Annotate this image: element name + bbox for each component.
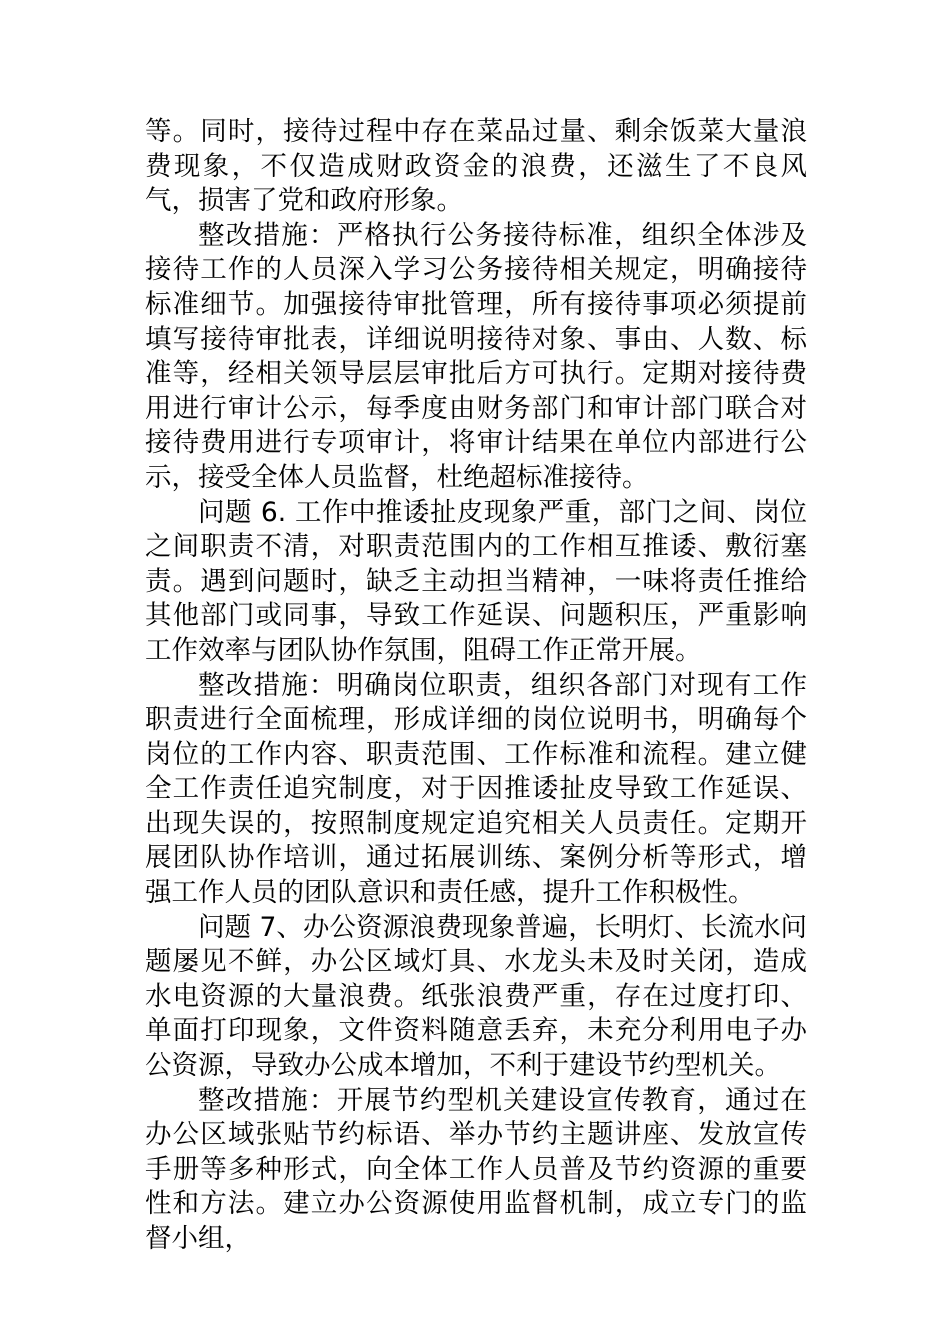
paragraph-rectification-measures-resources: 整改措施：开展节约型机关建设宣传教育，通过在办公区域张贴节约标语、举办节约主题讲座、发放宣传手册等多种形式，向全体工作人员普及节约资源的重要性和方法。建立办公资源使用监督机制，成立专门的监督小组， [145, 1084, 807, 1254]
paragraph-problem-7: 问题 7、办公资源浪费现象普遍，长明灯、长流水问题屡见不鲜，办公区域灯具、水龙头未及时关闭，造成水电资源的大量浪费。纸张浪费严重，存在过度打印、单面打印现象，文件资料随意丢弃，未充分利用电子办公资源，导致办公成本增加，不利于建设节约型机关。 [145, 911, 807, 1082]
document-page [145, 115, 807, 1257]
paragraph-continuation: 等。同时，接待过程中存在菜品过量、剩余饭菜大量浪费现象，不仅造成财政资金的浪费，还滋生了不良风气，损害了党和政府形象。 [145, 116, 807, 217]
paragraph-rectification-measures-responsibility: 整改措施：明确岗位职责，组织各部门对现有工作职责进行全面梳理，形成详细的岗位说明书，明确每个岗位的工作内容、职责范围、工作标准和流程。建立健全工作责任追究制度，对于因推诿扯皮导致工作延误、出现失误的，按照制度规定追究相关人员责任。定期开展团队协作培训，通过拓展训练、案例分析等形式，增强工作人员的团队意识和责任感，提升工作积极性。 [145, 669, 807, 909]
paragraph-rectification-measures-reception: 整改措施：严格执行公务接待标准，组织全体涉及接待工作的人员深入学习公务接待相关规定，明确接待标准细节。加强接待审批管理，所有接待事项必须提前填写接待审批表，详细说明接待对象、事由、人数、标准等，经相关领导层层审批后方可执行。定期对接待费用进行审计公示，每季度由财务部门和审计部门联合对接待费用进行专项审计，将审计结果在单位内部进行公示，接受全体人员监督，杜绝超标准接待。 [145, 219, 807, 493]
paragraph-problem-6: 问题 6. 工作中推诿扯皮现象严重，部门之间、岗位之间职责不清，对职责范围内的工作相互推诿、敷衍塞责。遇到问题时，缺乏主动担当精神，一味将责任推给其他部门或同事，导致工作延误、问题积压，严重影响工作效率与团队协作氛围，阻碍工作正常开展。 [145, 496, 807, 666]
